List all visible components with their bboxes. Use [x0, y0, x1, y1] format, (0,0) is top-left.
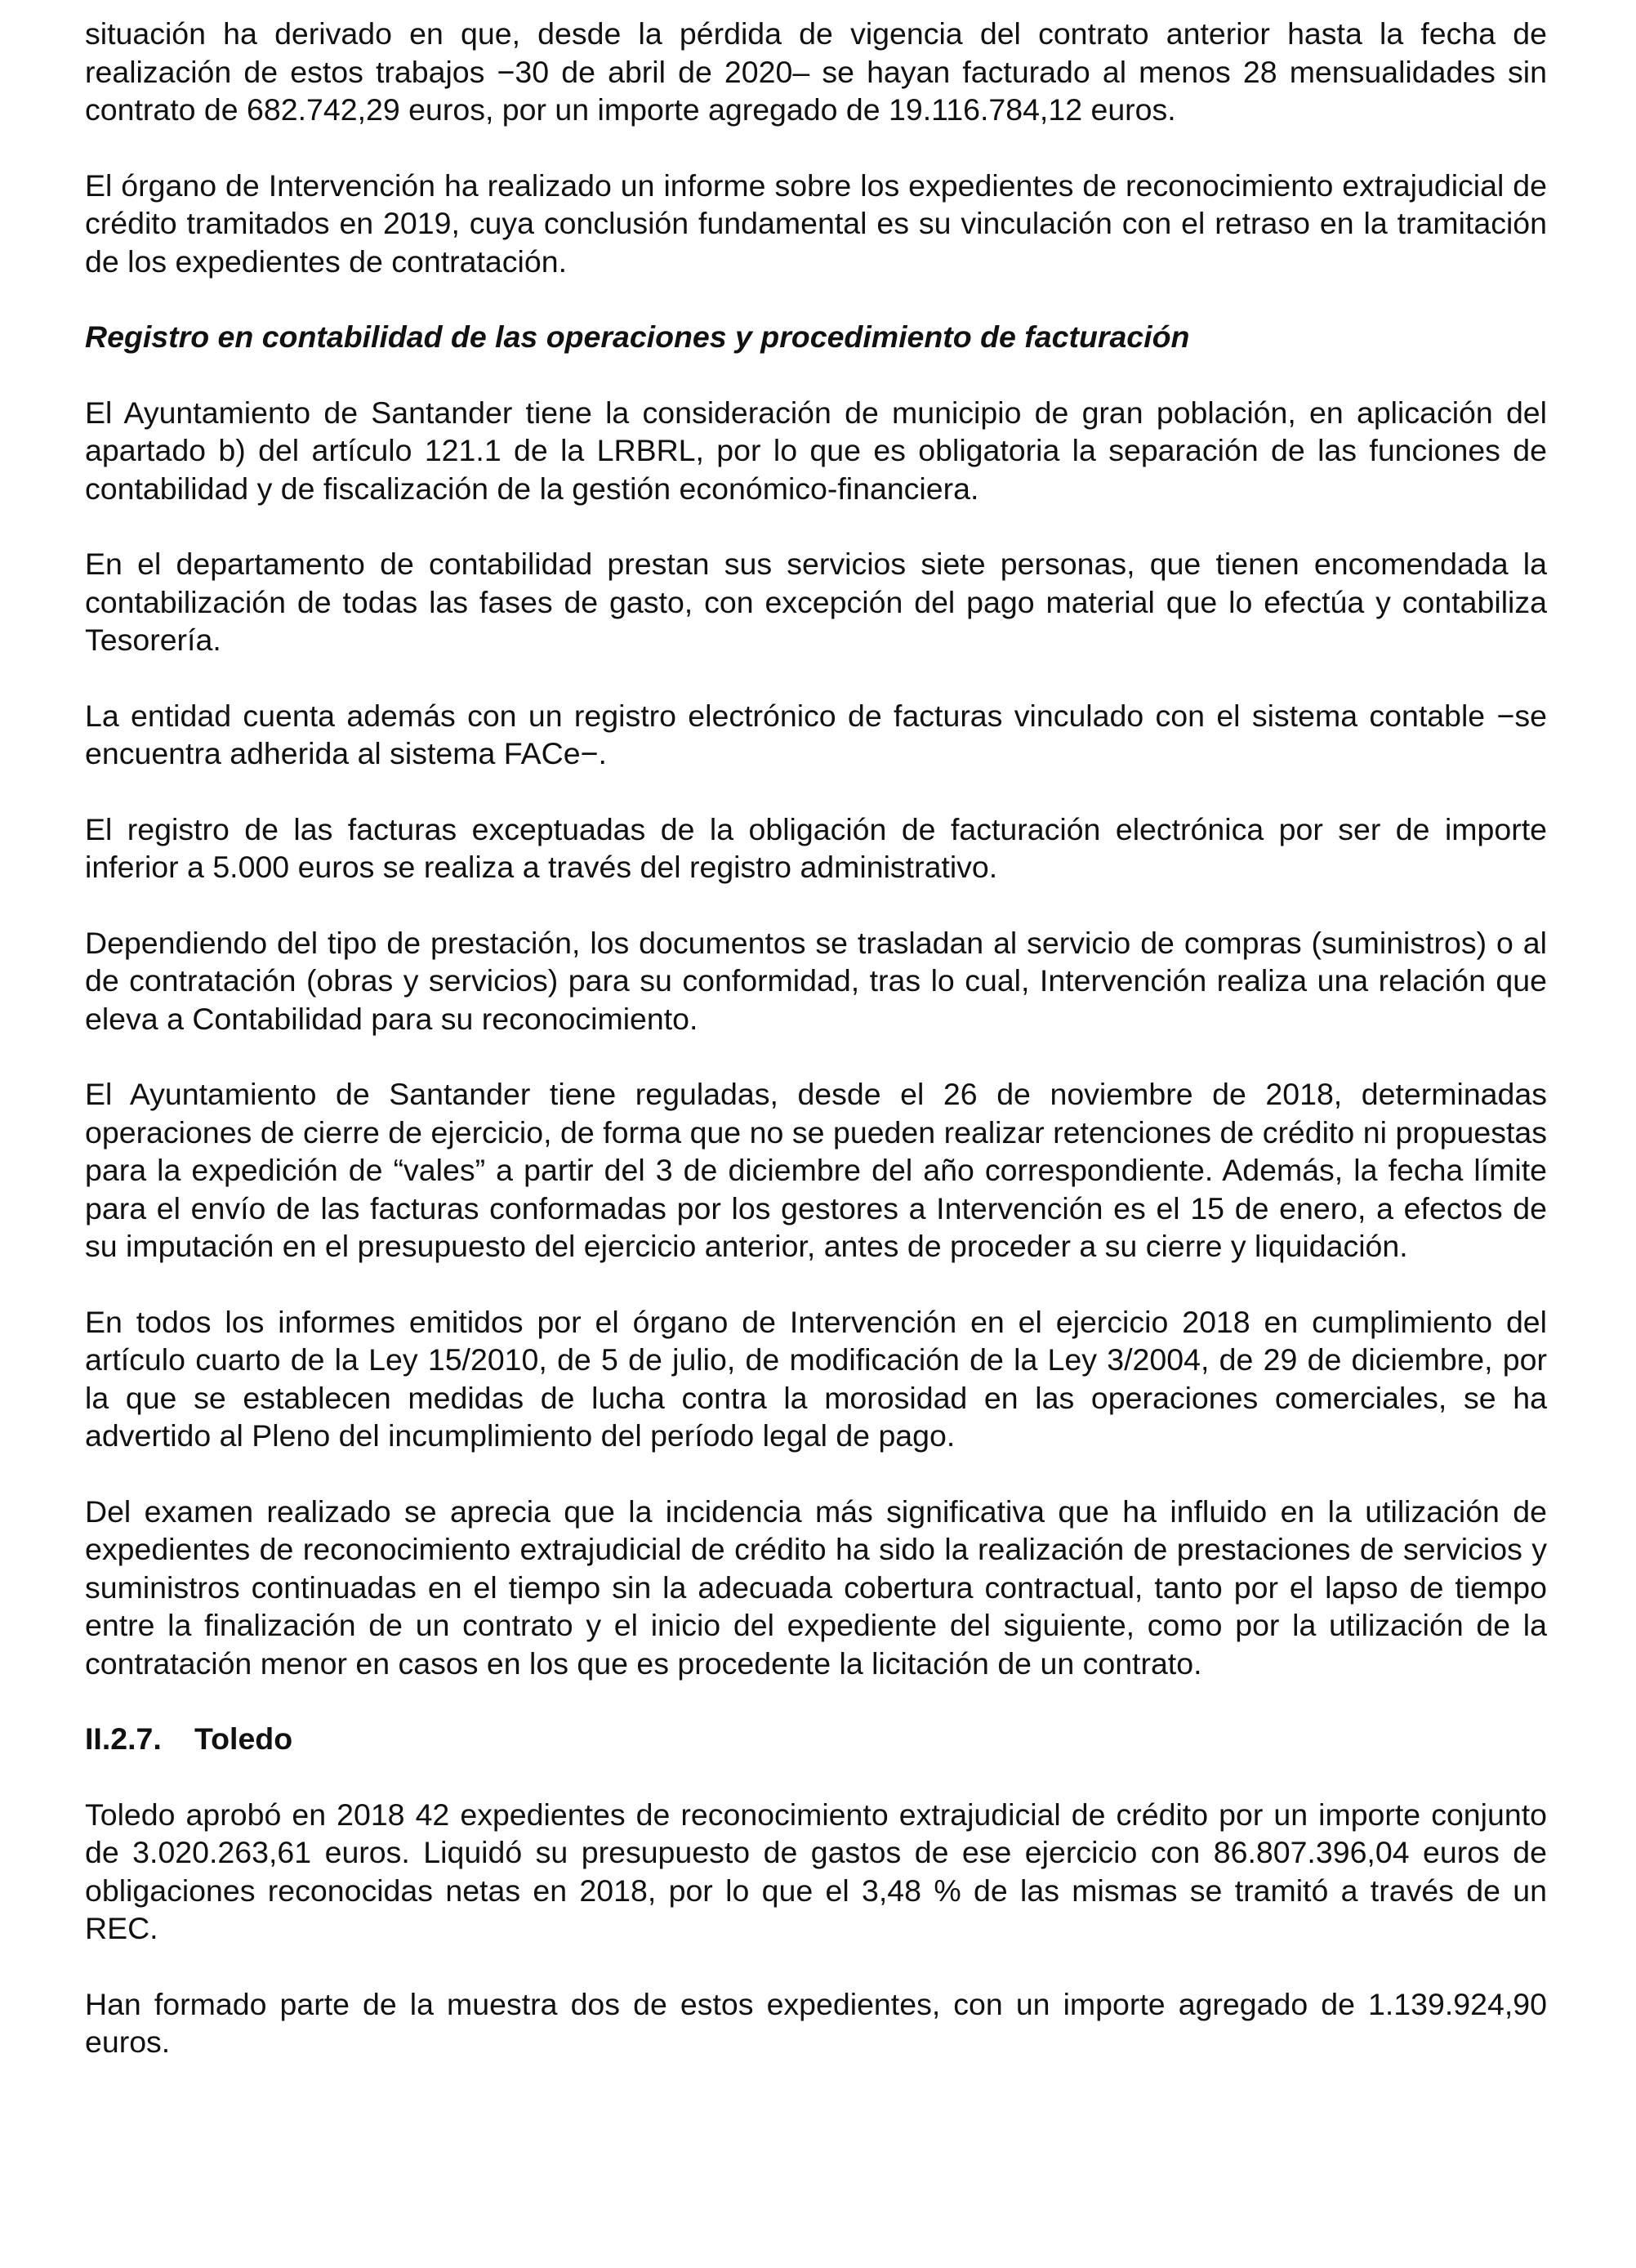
paragraph: El Ayuntamiento de Santander tiene la consideración de municipio de gran población, en aplicación del apartado b) del artículo 121.1 de la LRBRL, por lo que es obligatoria la separación de las funciones de contabilidad y de fiscalización de la gestión económico-financiera.: [85, 395, 1547, 506]
section-number: II.2.7.: [85, 1721, 162, 1756]
document-body: [85, 15, 1547, 2099]
paragraph: Han formado parte de la muestra dos de estos expedientes, con un importe agregado de 1.139.924,90 euros.: [85, 1986, 1547, 2059]
subheading: Registro en contabilidad de las operaciones y procedimiento de facturación: [85, 319, 1190, 354]
paragraph: Toledo aprobó en 2018 42 expedientes de reconocimiento extrajudicial de crédito por un importe conjunto de 3.020.263,61 euros. Liquidó su presupuesto de gastos de ese ejercicio con 86.807.396,04 euros de obligaciones reconocidas netas en 2018, por lo que el 3,48 % de las mismas se tramitó a través de un REC.: [85, 1797, 1547, 1945]
paragraph: El Ayuntamiento de Santander tiene reguladas, desde el 26 de noviembre de 2018, determinadas operaciones de cierre de ejercicio, de forma que no se pueden realizar retenciones de crédito ni propuestas para la expedición de “vales” a partir del 3 de diciembre del año correspondiente. Además, la fecha límite para el envío de las facturas conformadas por los gestores a Intervención es el 15 de enero, a efectos de su imputación en el presupuesto del ejercicio anterior, antes de proceder a su cierre y liquidación.: [85, 1077, 1547, 1263]
paragraph: La entidad cuenta además con un registro electrónico de facturas vinculado con el sistema contable −se encuentra adherida al sistema FACe−.: [85, 698, 1547, 770]
paragraph: Del examen realizado se aprecia que la incidencia más significativa que ha influido en la utilización de expedientes de reconocimiento extrajudicial de crédito ha sido la realización de prestaciones de servicios y suministros continuadas en el tiempo sin la adecuada cobertura contractual, tanto por el lapso de tiempo entre la finalización de un contrato y el inicio del expediente del siguiente, como por la utilización de la contratación menor en casos en los que es procedente la licitación de un contrato.: [85, 1493, 1547, 1681]
paragraph: situación ha derivado en que, desde la pérdida de vigencia del contrato anterior hasta la fecha de realización de estos trabajos −30 de abril de 2020– se hayan facturado al menos 28 mensualidades sin contrato de 682.742,29 euros, por un importe agregado de 19.116.784,12 euros.: [85, 16, 1547, 127]
paragraph: Dependiendo del tipo de prestación, los documentos se trasladan al servicio de compras (suministros) o al de contratación (obras y servicios) para su conformidad, tras lo cual, Intervención realiza una relación que eleva a Contabilidad para su reconocimiento.: [85, 925, 1547, 1036]
paragraph: En todos los informes emitidos por el órgano de Intervención en el ejercicio 2018 en cumplimiento del artículo cuarto de la Ley 15/2010, de 5 de julio, de modificación de la Ley 3/2004, de 29 de diciembre, por la que se establecen medidas de lucha contra la morosidad en las operaciones comerciales, se ha advertido al Pleno del incumplimiento del período legal de pago.: [85, 1304, 1547, 1453]
section-title: Toledo: [194, 1721, 293, 1756]
paragraph: El órgano de Intervención ha realizado un informe sobre los expedientes de reconocimiento extrajudicial de crédito tramitados en 2019, cuya conclusión fundamental es su vinculación con el retraso en la tramitación de los expedientes de contratación.: [85, 167, 1547, 279]
section-heading: [85, 1720, 1547, 1758]
paragraph: El registro de las facturas exceptuadas de la obligación de facturación electrónica por ser de importe inferior a 5.000 euros se realiza a través del registro administrativo.: [85, 811, 1547, 884]
paragraph: En el departamento de contabilidad prestan sus servicios siete personas, que tienen encomendada la contabilización de todas las fases de gasto, con excepción del pago material que lo efectúa y contabiliza Tesorería.: [85, 547, 1547, 657]
